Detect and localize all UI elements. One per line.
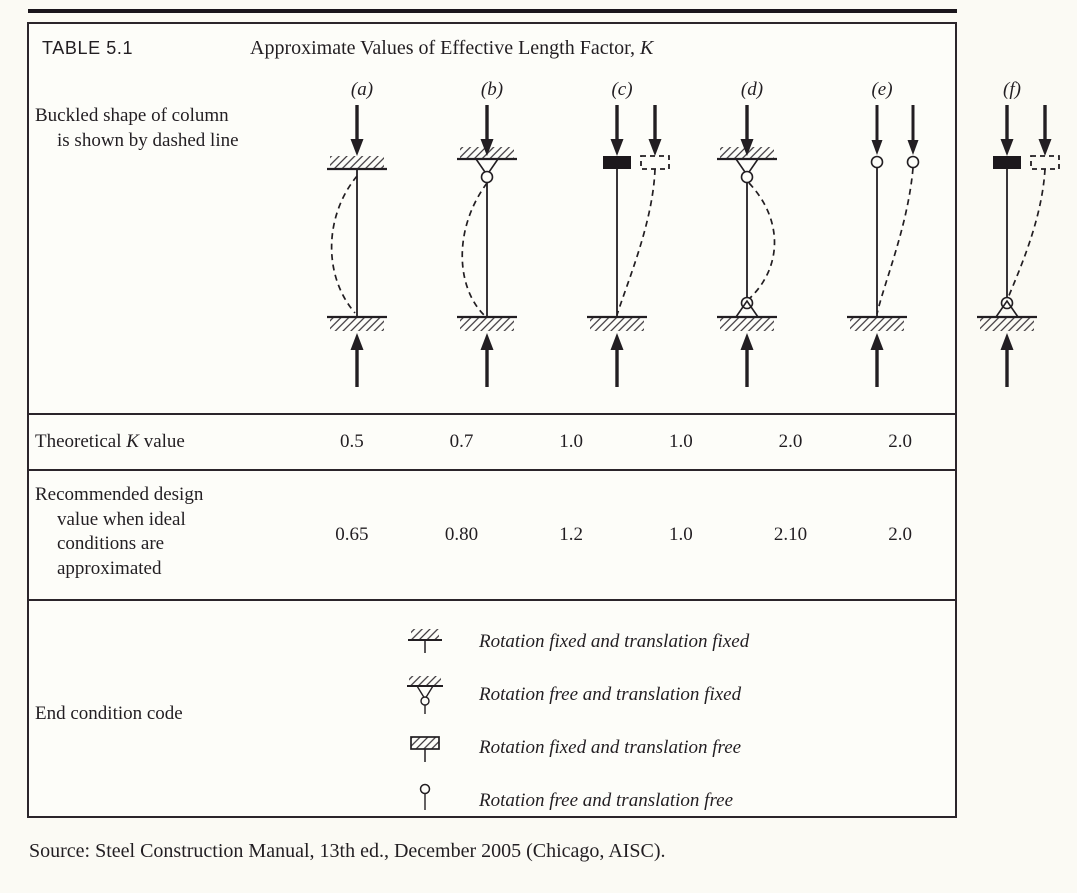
end-condition-label: End condition code (35, 702, 183, 724)
column-case-a (297, 72, 427, 413)
legend-item-guided (401, 721, 955, 774)
reaction-arrow-up (481, 333, 494, 387)
support-fixed-bottom (587, 317, 647, 331)
table-title-k-symbol: K (640, 36, 654, 59)
table-number: TABLE 5.1 (42, 37, 134, 58)
theoretical-k-symbol: K (126, 430, 139, 452)
end-condition-legend (297, 601, 955, 827)
load-arrow-down-displaced (649, 105, 662, 156)
source-citation: Source: Steel Construction Manual, 13th ed., December 2005 (Chicago, AISC). (29, 840, 666, 862)
recommended-design-row (29, 469, 955, 599)
buckled-shape-dashed (877, 168, 913, 314)
theoretical-k-value-a: 0.5 (339, 431, 364, 452)
recommended-k-value-b: 0.80 (444, 524, 479, 545)
reaction-arrow-up (611, 333, 624, 387)
end-condition-row (29, 599, 955, 827)
load-arrow-down (611, 105, 624, 156)
column-label-a: (a) (350, 79, 374, 100)
load-arrow-down (351, 105, 364, 156)
reaction-arrow-up (351, 333, 364, 387)
buckled-column-diagram-f (947, 101, 1077, 391)
theoretical-k-value-d: 1.0 (668, 431, 693, 452)
support-pinned-top (717, 147, 777, 183)
recommended-k-value-c: 1.2 (559, 524, 584, 545)
theoretical-k-value-b: 0.7 (449, 431, 474, 452)
column-label-d: (d) (740, 79, 764, 100)
support-fixed-top (327, 156, 387, 169)
column-label-b: (b) (480, 79, 504, 100)
column-case-e (817, 72, 947, 413)
column-case-c (557, 72, 687, 413)
free-end-top (872, 157, 883, 168)
load-arrow-down-displaced (908, 105, 919, 155)
support-guided-top (603, 156, 631, 169)
rotation-fixed-translation-free-icon (401, 727, 449, 769)
rotation-fixed-translation-fixed-icon (401, 621, 449, 663)
buckled-shape-dashed (332, 176, 357, 313)
buckled-shape-dashed (462, 183, 487, 315)
column-case-d (687, 72, 817, 413)
buckled-shape-dashed (749, 183, 775, 299)
buckled-shape-row (29, 72, 1021, 413)
recommended-label-line2: value when ideal (57, 508, 186, 530)
buckled-shape-dashed (1008, 169, 1045, 298)
recommended-label-line4: approximated (57, 558, 162, 580)
page-top-rule (28, 9, 957, 13)
buckled-shape-label-line1: Buckled shape of column (35, 105, 229, 126)
buckled-column-diagram-c (557, 101, 687, 391)
table-title-row (29, 24, 955, 72)
recommended-label-line1: Recommended design (35, 484, 204, 505)
buckled-column-diagram-d (687, 101, 817, 391)
theoretical-k-label (29, 430, 297, 455)
support-pinned-bottom (977, 298, 1037, 332)
column-case-f (947, 72, 1077, 413)
load-arrow-down (872, 105, 883, 155)
buckled-column-diagram-b (427, 101, 557, 391)
buckled-shape-dashed (617, 169, 655, 315)
load-arrow-down (1001, 105, 1014, 156)
table-title-text: Approximate Values of Effective Length Factor, (250, 36, 641, 59)
load-arrow-down-displaced (1039, 105, 1052, 156)
support-guided-top (993, 156, 1021, 169)
column-label-e: (e) (871, 79, 893, 100)
recommended-k-value-a: 0.65 (335, 524, 369, 545)
legend-item-pinned (401, 668, 955, 721)
column-label-c: (c) (611, 79, 633, 100)
theoretical-k-label-prefix: Theoretical (35, 430, 127, 452)
legend-text: Rotation free and translation fixed (479, 683, 742, 705)
buckled-column-diagram-a (297, 101, 427, 391)
column-case-b (427, 72, 557, 413)
legend-text: Rotation fixed and translation fixed (479, 630, 750, 652)
support-guided-top-displaced (641, 156, 669, 169)
free-end-top-displaced (908, 157, 919, 168)
support-guided-top-displaced (1031, 156, 1059, 169)
theoretical-k-value-e: 2.0 (778, 431, 803, 452)
theoretical-k-value-f: 2.0 (888, 431, 913, 452)
reaction-arrow-up (1001, 333, 1014, 387)
recommended-k-value-e: 2.10 (773, 524, 808, 545)
legend-item-fixed-fixed (401, 615, 955, 668)
table-title (250, 37, 653, 60)
rotation-free-translation-free-icon (401, 780, 449, 822)
support-fixed-bottom (457, 317, 517, 331)
support-pinned-bottom (717, 298, 777, 332)
reaction-arrow-up (871, 333, 884, 387)
rotation-free-translation-fixed-icon (401, 674, 449, 716)
theoretical-k-value-c: 1.0 (559, 431, 584, 452)
recommended-label-line3: conditions are (57, 533, 165, 555)
recommended-design-label (29, 471, 297, 599)
support-pinned-top (457, 147, 517, 183)
legend-text: Rotation free and translation free (479, 789, 734, 811)
legend-item-free (401, 774, 955, 827)
legend-text: Rotation fixed and translation free (479, 736, 742, 758)
reaction-arrow-up (741, 333, 754, 387)
support-fixed-bottom (847, 317, 907, 331)
buckled-shape-label (29, 72, 297, 413)
buckled-shape-label-line2: is shown by dashed line (57, 129, 239, 151)
recommended-k-value-f: 2.0 (888, 524, 913, 545)
theoretical-k-label-suffix: value (138, 430, 185, 452)
theoretical-k-row (29, 413, 955, 469)
column-label-f: (f) (1003, 79, 1021, 100)
support-fixed-bottom (327, 317, 387, 331)
recommended-k-value-d: 1.0 (668, 524, 693, 545)
effective-length-factor-table (27, 22, 1021, 818)
buckled-column-diagram-e (817, 101, 947, 391)
